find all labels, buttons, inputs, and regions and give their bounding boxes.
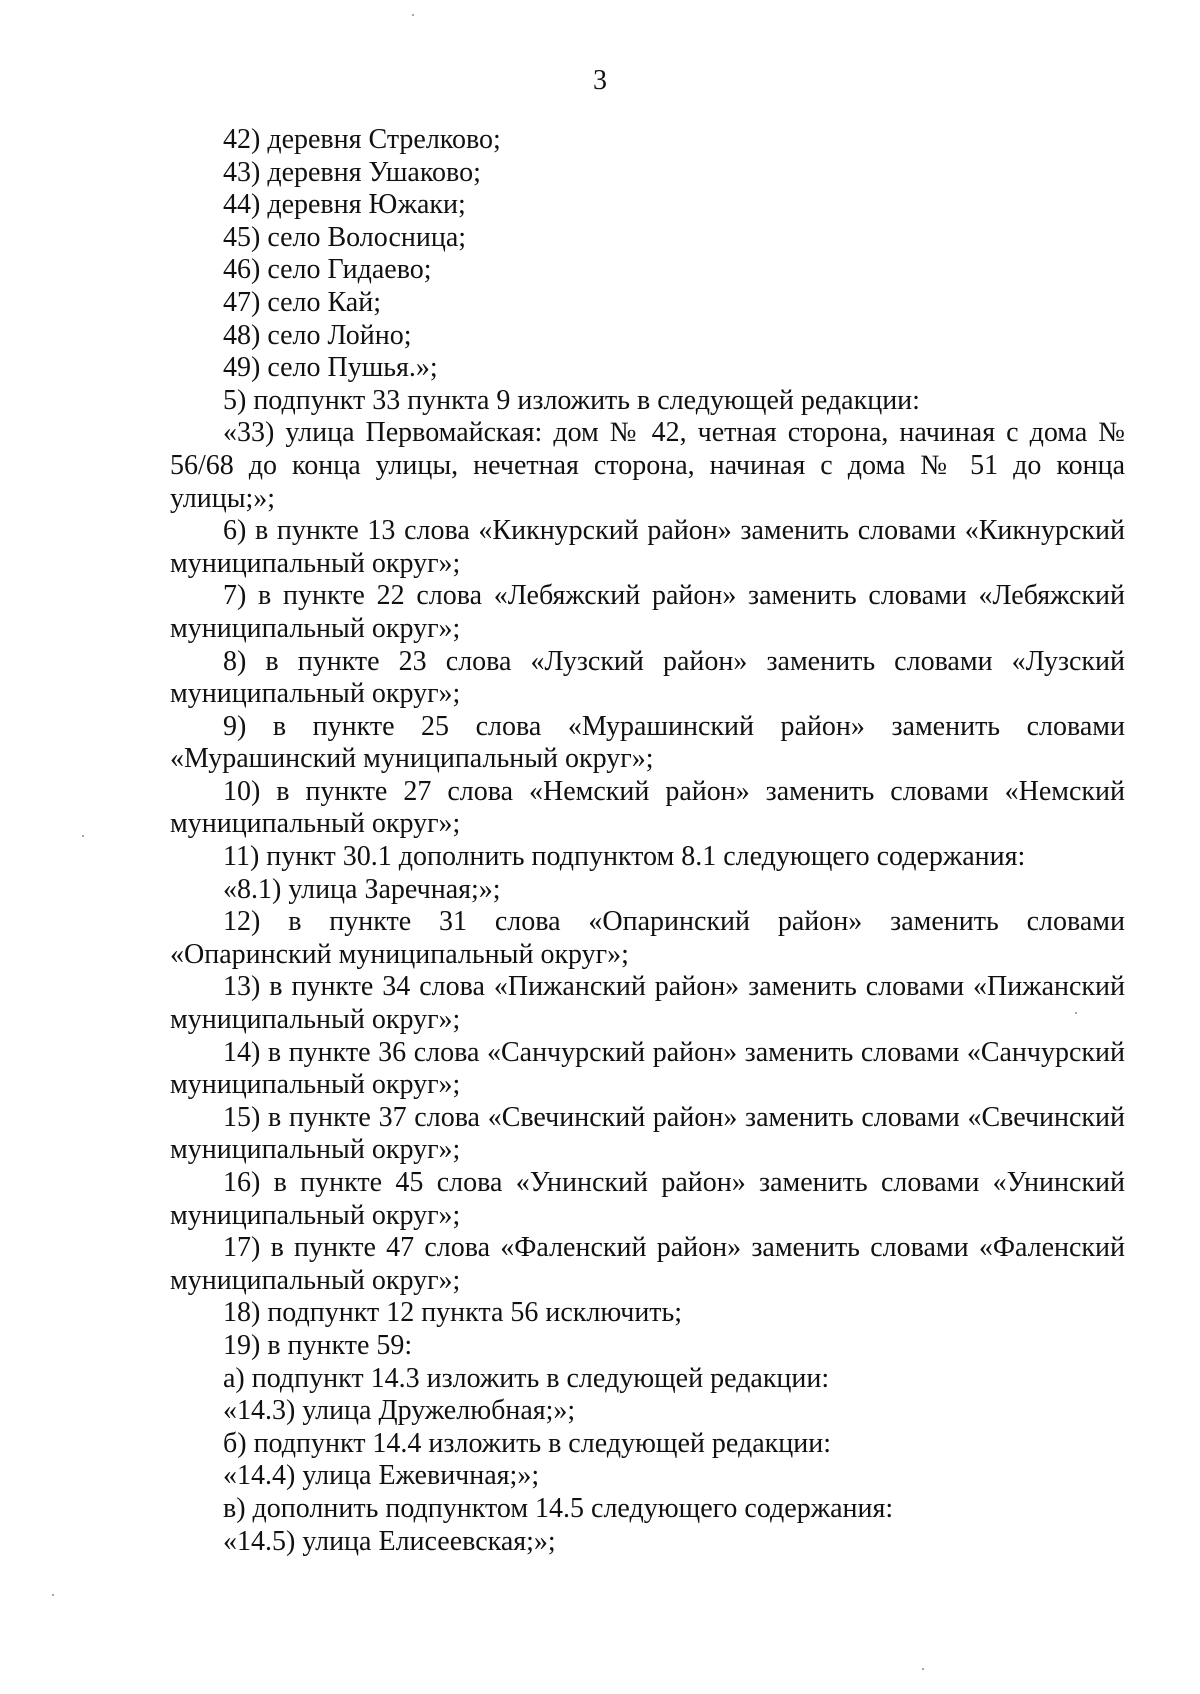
amendment-paragraph: 18) подпункт 12 пункта 56 исключить; <box>223 1297 683 1329</box>
list-item: 47) село Кай; <box>223 286 381 318</box>
amendment-paragraph: в) дополнить подпунктом 14.5 следующего содержания: <box>223 1492 894 1524</box>
list-item: 43) деревня Ушаково; <box>223 156 481 188</box>
amendment-paragraph: а) подпункт 14.3 изложить в следующей редакции: <box>223 1362 830 1394</box>
amendment-paragraph: «14.4) улица Ежевичная;»; <box>223 1460 540 1492</box>
amendment-paragraph: 7) в пункте 22 слова «Лебяжский район» заменить словами «Лебяжский муниципальный округ»; <box>170 580 1125 644</box>
document-body <box>170 124 1125 1558</box>
amendment-paragraph: «8.1) улица Заречная;»; <box>223 873 501 905</box>
amendment-paragraph: 5) подпункт 33 пункта 9 изложить в следующей редакции: <box>223 384 920 416</box>
scan-speck <box>922 1668 924 1670</box>
amendment-paragraph: «14.3) улица Дружелюбная;»; <box>223 1395 576 1427</box>
amendment-paragraph: 16) в пункте 45 слова «Унинский район» заменить словами «Унинский муниципальный округ»; <box>170 1167 1125 1231</box>
amendment-paragraph: 15) в пункте 37 слова «Свечинский район» заменить словами «Свечинский муниципальный округ»; <box>170 1101 1125 1166</box>
scan-speck <box>412 14 414 16</box>
amendment-paragraph: 12) в пункте 31 слова «Опаринский район» заменить словами «Опаринский муниципальный округ»; <box>170 906 1125 970</box>
list-item: 44) деревня Южаки; <box>223 189 466 221</box>
amendment-paragraph: 6) в пункте 13 слова «Кикнурский район» заменить словами «Кикнурский муниципальный округ»; <box>170 515 1125 579</box>
list-item: 45) село Волосница; <box>223 221 467 253</box>
list-item: 48) село Лойно; <box>223 319 412 351</box>
list-item: 42) деревня Стрелково; <box>223 124 501 155</box>
list-item: 46) село Гидаево; <box>223 254 432 286</box>
list-item: 49) село Пушья.»; <box>223 352 438 384</box>
amendment-paragraph: 11) пункт 30.1 дополнить подпунктом 8.1 следующего содержания: <box>223 841 1026 873</box>
amendment-paragraph: 10) в пункте 27 слова «Немский район» заменить словами «Немский муниципальный округ»; <box>170 775 1125 840</box>
amendment-paragraph: 19) в пункте 59: <box>223 1329 413 1361</box>
amendment-paragraph: 13) в пункте 34 слова «Пижанский район» заменить словами «Пижанский муниципальный округ»; <box>170 971 1125 1036</box>
scan-speck <box>82 835 84 837</box>
amendment-paragraph: 14) в пункте 36 слова «Санчурский район» заменить словами «Санчурский муниципальный округ»; <box>170 1036 1125 1101</box>
amendment-paragraph: «14.5) улица Елисеевская;»; <box>223 1525 556 1557</box>
scan-speck <box>52 1594 54 1596</box>
amendment-paragraph: 9) в пункте 25 слова «Мурашинский район» заменить словами «Мурашинский муниципальный округ»; <box>170 710 1125 775</box>
amendment-paragraph: б) подпункт 14.4 изложить в следующей редакции: <box>223 1427 831 1459</box>
amendment-paragraph: 8) в пункте 23 слова «Лузский район» заменить словами «Лузский муниципальный округ»; <box>170 645 1125 710</box>
amendment-paragraph: «33) улица Первомайская: дом № 42, четная сторона, начиная с дома № 56/68 до конца улицы, нечетная сторона, начиная с дома № 51 до конца улицы;»; <box>170 417 1125 514</box>
page-number: 3 <box>593 65 607 96</box>
amendment-paragraph: 17) в пункте 47 слова «Фаленский район» заменить словами «Фаленский муниципальный округ»; <box>170 1232 1125 1296</box>
scan-speck <box>1075 1012 1077 1014</box>
